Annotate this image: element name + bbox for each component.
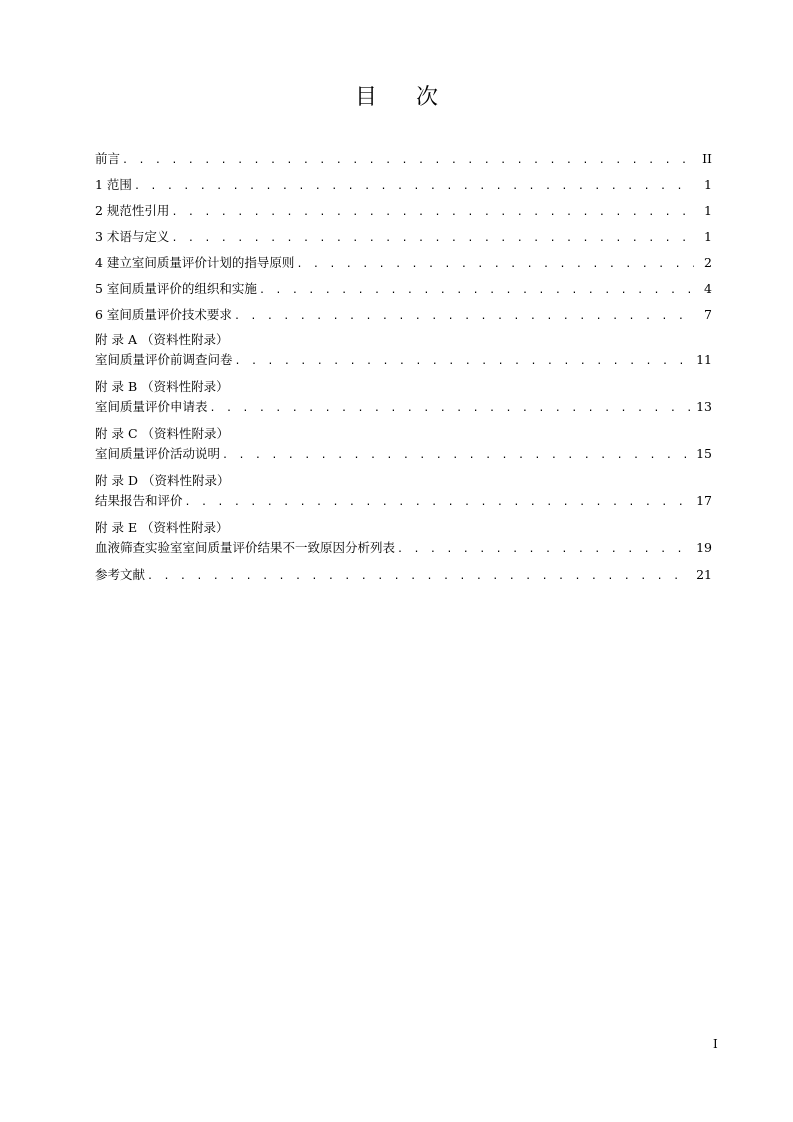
toc-entry-label: 结果报告和评价 [95, 493, 183, 508]
toc-entry-page: 1 [704, 203, 712, 218]
toc-leader-dots [296, 255, 694, 275]
toc-entry-label: 6 室间质量评价技术要求 [95, 307, 232, 322]
toc-entry-label: 5 室间质量评价的组织和实施 [95, 281, 257, 296]
toc-entry-page: 1 [704, 229, 712, 244]
toc-leader-dots [397, 540, 692, 560]
toc-entry-label: 2 规范性引用 [95, 203, 170, 218]
toc-entry-page: 1 [704, 177, 712, 192]
toc-entry-references[interactable] [95, 565, 712, 585]
toc-entry-label: 1 范围 [95, 177, 132, 192]
appendix-a-heading: 附 录 A （资料性附录） [95, 332, 229, 347]
toc-leader-dots [210, 399, 693, 419]
toc-entry-foreword[interactable] [95, 149, 712, 169]
toc-leader-dots [171, 229, 694, 249]
toc-entry-label: 室间质量评价前调查问卷 [95, 352, 233, 367]
toc-entry-page: 11 [696, 352, 712, 367]
toc-entry-appendix-c[interactable] [95, 444, 712, 464]
toc-entry-appendix-e[interactable] [95, 538, 712, 558]
toc-entry-technical-requirements[interactable] [95, 305, 712, 325]
toc-entry-page: 15 [696, 446, 712, 461]
toc-entry-label: 室间质量评价活动说明 [95, 446, 221, 461]
toc-entry-appendix-b[interactable] [95, 397, 712, 417]
appendix-b-heading: 附 录 B （资料性附录） [95, 379, 229, 394]
toc-entry-page: 17 [696, 493, 712, 508]
appendix-d-heading: 附 录 D （资料性附录） [95, 473, 230, 488]
toc-entry-label: 室间质量评价申请表 [95, 399, 208, 414]
toc-entry-label: 血液筛查实验室室间质量评价结果不一致原因分析列表 [95, 540, 396, 555]
toc-entry-scope[interactable] [95, 175, 712, 195]
toc-entry-appendix-a[interactable] [95, 350, 712, 370]
toc-leader-dots [171, 203, 694, 223]
toc-leader-dots [122, 151, 694, 171]
toc-entry-label: 参考文献 [95, 567, 146, 582]
toc-leader-dots [234, 307, 694, 327]
toc-entry-label: 前言 [95, 151, 121, 166]
page-title: 目 次 [355, 85, 454, 110]
toc-leader-dots [134, 177, 694, 197]
toc-leader-dots [259, 281, 694, 301]
footer-page-number: I [713, 1037, 718, 1051]
toc-entry-page: 7 [704, 307, 712, 322]
toc-leader-dots [235, 352, 693, 372]
toc-entry-guiding-principles[interactable] [95, 253, 712, 273]
toc-entry-page: 19 [696, 540, 712, 555]
toc-leader-dots [147, 567, 692, 587]
appendix-e-heading: 附 录 E （资料性附录） [95, 520, 229, 535]
toc-entry-label: 4 建立室间质量评价计划的指导原则 [95, 255, 295, 270]
toc-leader-dots [222, 446, 692, 466]
toc-entry-organization[interactable] [95, 279, 712, 299]
toc-entry-normative-references[interactable] [95, 201, 712, 221]
toc-entry-label: 3 术语与定义 [95, 229, 170, 244]
toc-entry-page: 13 [696, 399, 712, 414]
appendix-c-heading: 附 录 C （资料性附录） [95, 426, 229, 441]
toc-entry-terms-definitions[interactable] [95, 227, 712, 247]
toc-entry-page: II [702, 151, 712, 166]
toc-leader-dots [185, 493, 693, 513]
toc-entry-page: 2 [704, 255, 712, 270]
toc-entry-appendix-d[interactable] [95, 491, 712, 511]
toc-entry-page: 21 [696, 567, 712, 582]
toc-entry-page: 4 [704, 281, 712, 296]
